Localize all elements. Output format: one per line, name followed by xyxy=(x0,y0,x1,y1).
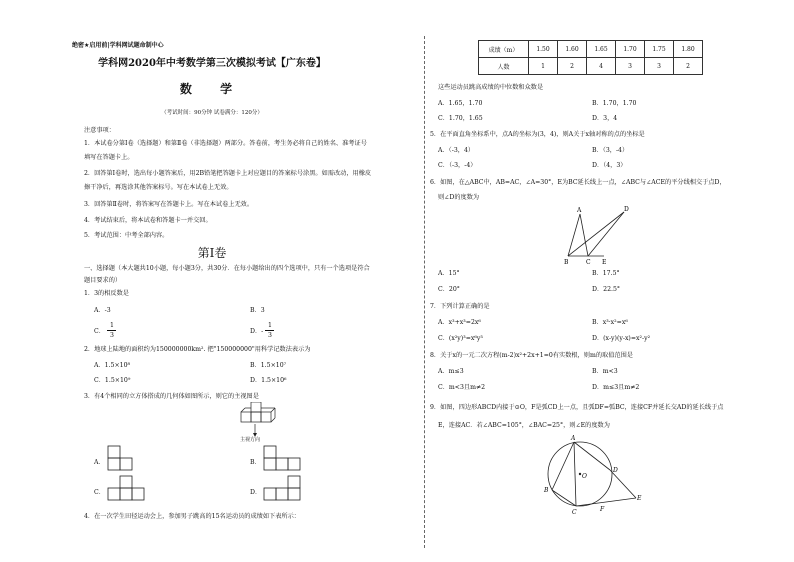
triangle-figure xyxy=(560,204,636,266)
option-a: A．-3 xyxy=(94,307,111,314)
option-a: A．x³+x³=2x⁶ xyxy=(438,319,481,326)
point-label: A xyxy=(577,207,582,214)
option-a-figure xyxy=(106,444,136,476)
question-6-stem: 6．如图，在△ABC中，AB=AC，∠A=30°，E为BC延长线上一点，∠ABC与∠ACE的平分线相交于点D， xyxy=(430,179,726,186)
option-c: C．m<3且m≠2 xyxy=(438,384,486,391)
option-d: D．(x-y)(y-x)=x²-y² xyxy=(592,335,651,342)
option-d-figure xyxy=(262,474,304,506)
subject-title: 数 学 xyxy=(179,82,245,96)
option-d-prefix: D．- xyxy=(250,328,264,335)
notice-line: 5．考试范围：中考全部内容。 xyxy=(84,232,169,239)
table-cell: 1.60 xyxy=(558,41,587,58)
option-a: A． xyxy=(94,459,105,466)
table-cell: 2 xyxy=(674,58,703,75)
option-c: C．20° xyxy=(438,286,460,293)
point-label: F xyxy=(600,506,605,513)
option-a: A．（-3，4） xyxy=(438,147,475,154)
question-2-stem: 2．地球上陆地的面积约为150000000km². 把"150000000"用科学记数法表示为 xyxy=(84,346,311,353)
option-d: D．3，4 xyxy=(592,115,618,122)
cube-figure xyxy=(238,402,278,438)
point-label: A xyxy=(571,435,576,442)
column-divider xyxy=(424,36,425,548)
point-label: C xyxy=(586,259,591,266)
question-3-stem: 3．有4个相同的立方体搭成的几何体如图所示，则它的主视图是 xyxy=(84,393,259,400)
point-label: B xyxy=(564,259,569,266)
option-a: A．1.65，1.70 xyxy=(438,100,483,107)
option-b: B．1.5×10⁷ xyxy=(250,362,287,369)
question-4-stem: 4．在一次学生田径运动会上，参加男子跳高的15名运动员的成绩如下表所示： xyxy=(84,513,300,520)
notice-line: 擦干净后，再选涂其他答案标号。写在本试卷上无效。 xyxy=(84,184,233,191)
option-c-prefix: C． xyxy=(94,328,105,335)
notice-line: 3．回答第Ⅱ卷时，将答案写在答题卡上。写在本试卷上无效。 xyxy=(84,201,254,208)
table-cell: 1.65 xyxy=(587,41,616,58)
option-d: D． xyxy=(250,489,262,496)
option-b: B．x³·x²=x⁶ xyxy=(592,319,628,326)
fraction-denominator: 3 xyxy=(110,332,114,339)
table-header-cell: 人数 xyxy=(479,58,529,75)
question-1-stem: 1．3的相反数是 xyxy=(84,290,129,297)
fraction-numerator: 1 xyxy=(110,322,114,329)
notice-header: 注意事项： xyxy=(84,127,115,134)
question-6-stem: 则∠D的度数为 xyxy=(438,194,480,201)
point-label: E xyxy=(637,495,642,502)
section-intro: 题目要求的） xyxy=(84,277,122,284)
table-cell: 1.80 xyxy=(674,41,703,58)
notice-line: 2．回答第Ⅰ卷时，选出每小题答案后，用2B铅笔把答题卡上对应题目的答案标号涂黑。如需改动，用橡皮 xyxy=(84,170,372,177)
option-c: C． xyxy=(94,489,105,496)
fraction-numerator: 1 xyxy=(268,322,272,329)
table-cell: 4 xyxy=(587,58,616,75)
table-cell: 1.50 xyxy=(529,41,558,58)
table-row xyxy=(479,41,703,58)
option-b: B．m<3 xyxy=(592,368,618,375)
section-intro: 一、选择题（本大题共10小题，每小题3分，共30分．在每小题给出的四个选项中，只有一个选项是符合 xyxy=(84,265,370,272)
question-9-stem: 9．如图，四边形ABCD内接于⊙O，F是弧CD上一点，且弧DF=弧BC，连接CF并延长交AD的延长线于点 xyxy=(430,404,724,411)
question-5-stem: 5．在平面直角坐标系中，点A的坐标为(3，4)，则A关于x轴对称的点的坐标是 xyxy=(430,131,645,138)
view-direction-caption: 主视方向 xyxy=(240,437,261,443)
fraction-bar xyxy=(107,330,116,331)
exam-meta: （考试时间：90分钟 试卷满分：120分） xyxy=(161,110,263,116)
point-label: B xyxy=(544,487,549,494)
table-cell: 3 xyxy=(616,58,645,75)
option-c: C．(x²y)³=x⁶y³ xyxy=(438,335,483,342)
option-b: B．1.70，1.70 xyxy=(592,100,637,107)
option-a: A．15° xyxy=(438,270,460,277)
exam-title: 学科网2020年中考数学第三次模拟考试【广东卷】 xyxy=(98,58,326,69)
option-c: C．1.70，1.65 xyxy=(438,115,483,122)
section-title: 第Ⅰ卷 xyxy=(197,246,227,260)
point-label: O xyxy=(582,473,587,480)
option-a: A．m≤3 xyxy=(438,368,464,375)
notice-line: 填写在答题卡上。 xyxy=(84,154,134,161)
table-cell: 3 xyxy=(645,58,674,75)
option-b: B．（3，-4） xyxy=(592,147,629,154)
point-label: D xyxy=(624,206,629,213)
option-d: D．m≤3且m≠2 xyxy=(592,384,640,391)
option-b-figure xyxy=(262,444,304,476)
table-cell: 1 xyxy=(529,58,558,75)
question-8-stem: 8．关于x的一元二次方程(m-2)x²+2x+1=0有实数根，则m的取值范围是 xyxy=(430,352,633,359)
option-b: B．3 xyxy=(250,307,265,314)
option-c-figure xyxy=(106,474,148,506)
notice-line: 1．本试卷分第Ⅰ卷（选择题）和第Ⅱ卷（非选择题）两部分。答卷前，考生务必将自己的姓名、准考证号 xyxy=(84,140,367,147)
question-7-stem: 7．下列计算正确的是 xyxy=(430,303,490,310)
score-table xyxy=(478,40,703,75)
point-label: D xyxy=(613,467,618,474)
question-9-stem: E，连接AC．若∠ABC=105°，∠BAC=25°，则∠E的度数为 xyxy=(438,422,610,429)
fraction-denominator: 3 xyxy=(268,332,272,339)
notice-line: 4．考试结束后，将本试卷和答题卡一并交回。 xyxy=(84,217,212,224)
table-cell: 1.70 xyxy=(616,41,645,58)
point-label: C xyxy=(572,509,577,516)
table-cell: 1.75 xyxy=(645,41,674,58)
fraction-bar xyxy=(265,330,274,331)
option-b: B． xyxy=(250,459,261,466)
table-header-cell: 成绩（m） xyxy=(479,41,529,58)
point-label: E xyxy=(602,259,607,266)
option-d: D．22.5° xyxy=(592,286,621,293)
table-row xyxy=(479,58,703,75)
option-b: B．17.5° xyxy=(592,270,620,277)
question-4-followup: 这些运动员跳高成绩的中位数和众数是 xyxy=(438,84,544,91)
option-d: D．（4，3） xyxy=(592,162,627,169)
circle-figure xyxy=(540,432,650,516)
option-a: A．1.5×10⁸ xyxy=(94,362,131,369)
confidential-seal: 绝密★启用前|学科网试题命制中心 xyxy=(72,42,164,49)
option-d: D．1.5×10⁶ xyxy=(250,377,287,384)
option-c: C．1.5×10⁹ xyxy=(94,377,131,384)
table-cell: 2 xyxy=(558,58,587,75)
option-c: C．（-3，-4） xyxy=(438,162,477,169)
